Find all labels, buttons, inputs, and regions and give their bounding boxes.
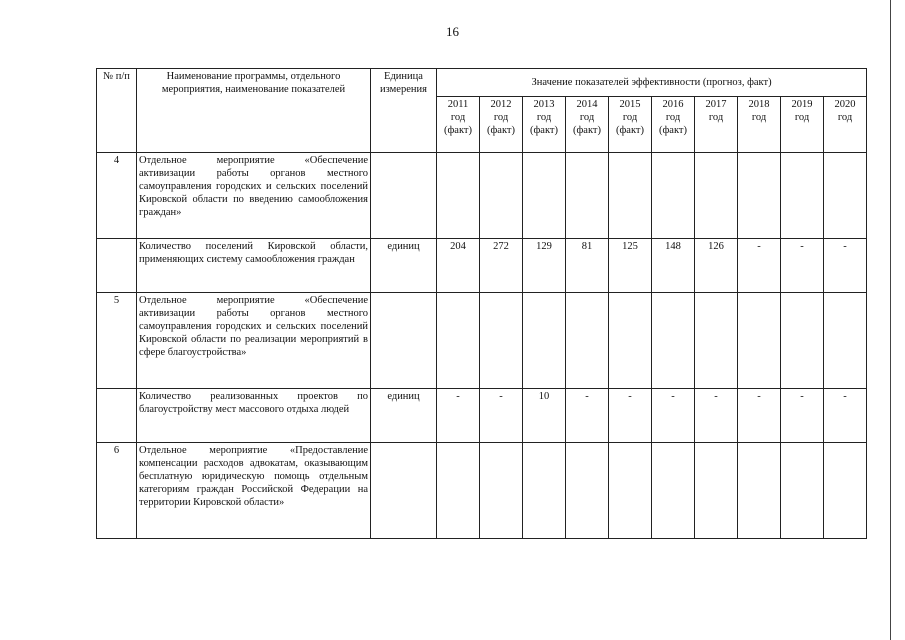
- row-name: Количество поселений Кировской области, применяющих систему самообложения граждан: [137, 239, 371, 293]
- header-year-line: год: [493, 112, 509, 123]
- header-year-line: 2016: [662, 99, 684, 110]
- header-year-2014: [566, 97, 609, 153]
- row-value-2015: 125: [609, 239, 652, 293]
- header-year-line: 2014: [576, 99, 598, 110]
- header-year-2017: [695, 97, 738, 153]
- header-year-line: 2018: [748, 99, 770, 110]
- header-year-line: год: [794, 112, 810, 123]
- row-unit: [371, 443, 437, 539]
- row-value-2013: 10: [523, 389, 566, 443]
- row-value-2013: [523, 443, 566, 539]
- header-values: Значение показателей эффективности (прогноз, факт): [437, 69, 867, 97]
- row-number: 4: [97, 153, 137, 239]
- row-value-2017: [695, 443, 738, 539]
- header-year-2011: [437, 97, 480, 153]
- row-value-2020: [824, 153, 867, 239]
- row-number: [97, 389, 137, 443]
- header-year-2013: [523, 97, 566, 153]
- row-value-2018: [738, 153, 781, 239]
- header-year-2012: [480, 97, 523, 153]
- row-value-2019: -: [781, 239, 824, 293]
- header-year-line: (факт): [572, 125, 601, 136]
- header-year-line: 2020: [834, 99, 856, 110]
- row-value-2014: [566, 293, 609, 389]
- row-name: Количество реализованных проектов по благоустройству мест массового отдыха людей: [137, 389, 371, 443]
- header-year-line: (факт): [443, 125, 472, 136]
- table-row: [97, 239, 867, 293]
- row-unit: единиц: [371, 239, 437, 293]
- header-year-line: 2013: [533, 99, 555, 110]
- row-value-2018: -: [738, 239, 781, 293]
- row-value-2019: [781, 443, 824, 539]
- header-number: № п/п: [97, 69, 137, 153]
- header-year-2019: [781, 97, 824, 153]
- header-year-2020: [824, 97, 867, 153]
- header-year-line: 2015: [619, 99, 641, 110]
- row-value-2012: 272: [480, 239, 523, 293]
- row-value-2018: -: [738, 389, 781, 443]
- row-value-2012: [480, 443, 523, 539]
- row-value-2015: [609, 443, 652, 539]
- header-year-line: (факт): [529, 125, 558, 136]
- row-value-2016: -: [652, 389, 695, 443]
- header-year-line: год: [450, 112, 466, 123]
- row-value-2014: -: [566, 389, 609, 443]
- row-value-2015: [609, 293, 652, 389]
- header-year-line: год: [751, 112, 767, 123]
- row-value-2019: -: [781, 389, 824, 443]
- row-number: 6: [97, 443, 137, 539]
- row-value-2020: -: [824, 239, 867, 293]
- row-value-2011: [437, 293, 480, 389]
- header-year-line: 2019: [791, 99, 813, 110]
- header-year-2016: [652, 97, 695, 153]
- header-year-line: 2011: [447, 99, 469, 110]
- row-value-2019: [781, 153, 824, 239]
- table-row: [97, 153, 867, 239]
- header-unit: Единица измерения: [371, 69, 437, 153]
- row-value-2019: [781, 293, 824, 389]
- row-value-2018: [738, 443, 781, 539]
- row-value-2011: -: [437, 389, 480, 443]
- row-unit: [371, 153, 437, 239]
- header-year-line: 2012: [490, 99, 512, 110]
- row-value-2014: [566, 153, 609, 239]
- row-value-2015: -: [609, 389, 652, 443]
- header-year-line: (факт): [615, 125, 644, 136]
- header-year-line: год: [837, 112, 853, 123]
- row-value-2018: [738, 293, 781, 389]
- row-value-2016: [652, 443, 695, 539]
- table-row: [97, 293, 867, 389]
- row-value-2015: [609, 153, 652, 239]
- row-number: [97, 239, 137, 293]
- header-year-2018: [738, 97, 781, 153]
- header-year-2015: [609, 97, 652, 153]
- row-value-2011: [437, 443, 480, 539]
- row-unit: [371, 293, 437, 389]
- header-year-line: (факт): [486, 125, 515, 136]
- row-unit: единиц: [371, 389, 437, 443]
- scan-edge-line: [890, 0, 891, 640]
- row-number: 5: [97, 293, 137, 389]
- header-year-line: год: [579, 112, 595, 123]
- row-name: Отдельное мероприятие «Предоставление компенсации расходов адвокатам, оказывающим бесплатную юридическую помощь отдельным категориям граждан Российской Федерации на территории Кировской области»: [137, 443, 371, 539]
- table-row: [97, 443, 867, 539]
- header-year-line: (факт): [658, 125, 687, 136]
- row-value-2013: [523, 293, 566, 389]
- row-value-2012: [480, 153, 523, 239]
- row-value-2013: 129: [523, 239, 566, 293]
- row-value-2017: [695, 293, 738, 389]
- row-value-2016: 148: [652, 239, 695, 293]
- header-year-line: 2017: [705, 99, 727, 110]
- table-row: [97, 389, 867, 443]
- row-value-2017: -: [695, 389, 738, 443]
- row-value-2014: [566, 443, 609, 539]
- row-value-2020: [824, 293, 867, 389]
- indicators-table: [96, 68, 867, 539]
- row-value-2014: 81: [566, 239, 609, 293]
- row-value-2011: 204: [437, 239, 480, 293]
- row-value-2017: 126: [695, 239, 738, 293]
- row-value-2012: -: [480, 389, 523, 443]
- row-name: Отдельное мероприятие «Обеспечение активизации работы органов местного самоуправления городских и сельских поселений Кировской области по введению самообложения граждан»: [137, 153, 371, 239]
- row-value-2020: -: [824, 389, 867, 443]
- row-value-2016: [652, 153, 695, 239]
- row-value-2012: [480, 293, 523, 389]
- row-value-2020: [824, 443, 867, 539]
- header-name: Наименование программы, отдельного мероприятия, наименование показателей: [137, 69, 371, 153]
- row-value-2017: [695, 153, 738, 239]
- page-number: 16: [446, 24, 459, 39]
- row-value-2011: [437, 153, 480, 239]
- header-year-line: год: [536, 112, 552, 123]
- row-name: Отдельное мероприятие «Обеспечение активизации работы органов местного самоуправления городских и сельских поселений Кировской области по реализации мероприятий в сфере благоустройства»: [137, 293, 371, 389]
- header-year-line: год: [708, 112, 724, 123]
- row-value-2013: [523, 153, 566, 239]
- row-value-2016: [652, 293, 695, 389]
- header-year-line: год: [622, 112, 638, 123]
- header-year-line: год: [665, 112, 681, 123]
